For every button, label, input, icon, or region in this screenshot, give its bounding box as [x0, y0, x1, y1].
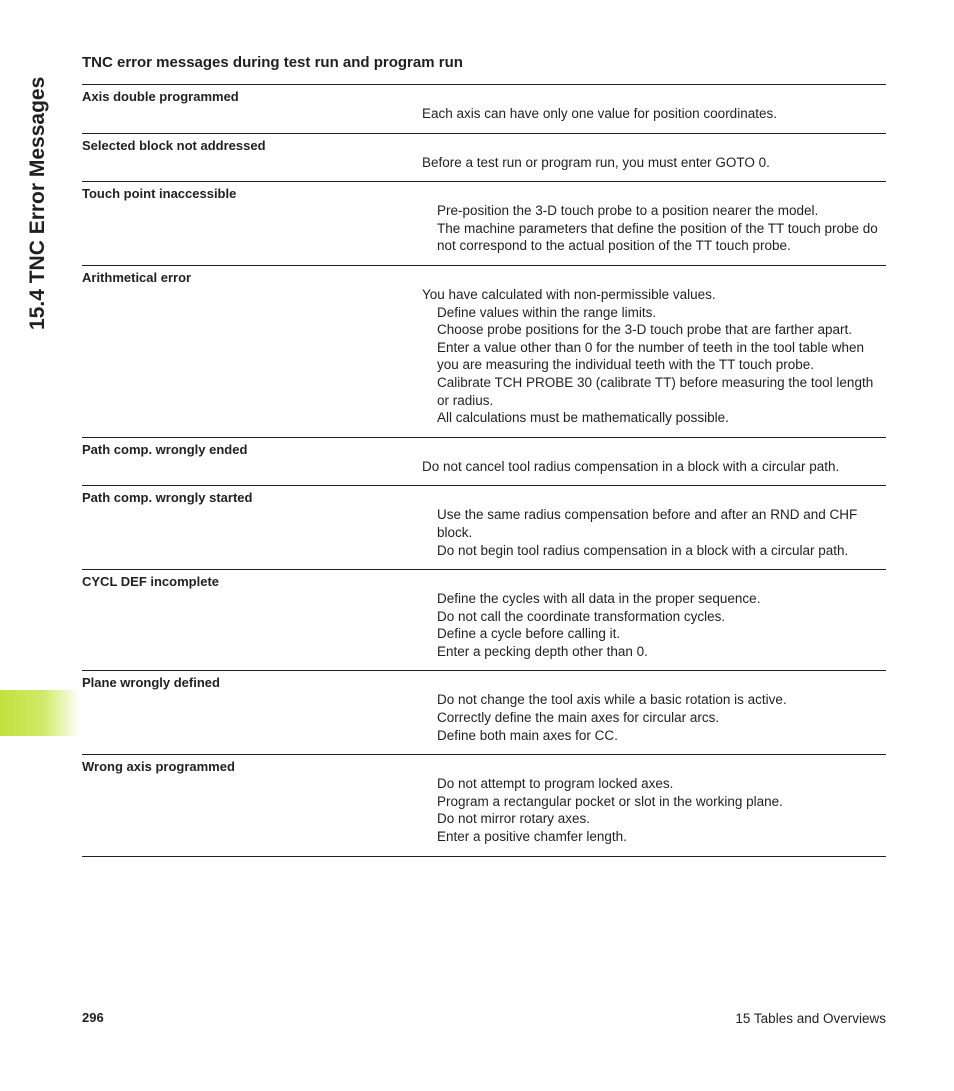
remedy-line: Correctly define the main axes for circular arcs. — [437, 710, 720, 726]
remedy-line: Do not call the coordinate transformation cycles. — [437, 608, 726, 624]
error-message-name: Axis double programmed — [82, 89, 239, 104]
error-message-name: Path comp. wrongly started — [82, 490, 253, 506]
remedy-line: Enter a value other than 0 for the number of teeth in the tool table when you are measuring the individual teeth with the TT touch probe. — [437, 339, 865, 373]
chapter-footer: 15 Tables and Overviews — [735, 1011, 886, 1026]
error-message-name: Selected block not addressed — [82, 137, 266, 153]
remedy-line: Do not begin tool radius compensation in a block with a circular path. — [437, 542, 849, 558]
error-remedy — [422, 590, 886, 660]
remedy-line: Do not attempt to program locked axes. — [437, 776, 674, 792]
error-row — [82, 671, 886, 755]
error-remedy — [422, 286, 886, 427]
error-row — [82, 570, 886, 671]
remedy-line: Use the same radius compensation before and after an RND and CHF block. — [437, 507, 858, 540]
remedy-line: Define a cycle before calling it. — [437, 626, 621, 642]
error-message-table — [82, 84, 886, 857]
error-row — [82, 85, 886, 134]
error-remedy — [422, 775, 886, 845]
error-row — [82, 134, 886, 183]
error-row — [82, 182, 886, 266]
error-message-name: CYCL DEF incomplete — [82, 574, 220, 590]
remedy-line: The machine parameters that define the position of the TT touch probe do not correspond to the actual position of the TT touch probe. — [437, 220, 878, 254]
error-remedy — [422, 691, 886, 744]
remedy-line: Do not change the tool axis while a basic rotation is active. — [437, 692, 787, 708]
remedy-line: Enter a pecking depth other than 0. — [437, 643, 648, 659]
remedy-line: Do not cancel tool radius compensation in a block with a circular path. — [422, 458, 840, 474]
error-message-name: Plane wrongly defined — [82, 675, 220, 691]
remedy-line: Choose probe positions for the 3-D touch probe that are farther apart. — [437, 322, 852, 338]
remedy-line: Program a rectangular pocket or slot in the working plane. — [437, 793, 783, 809]
remedy-line: Enter a positive chamfer length. — [437, 829, 627, 845]
chapter-section-title: 15.4 TNC Error Messages — [26, 76, 49, 330]
remedy-line: Do not mirror rotary axes. — [437, 811, 591, 827]
section-heading: TNC error messages during test run and program run — [82, 54, 463, 71]
error-remedy — [422, 458, 886, 476]
error-row — [82, 486, 886, 570]
page-number: 296 — [82, 1010, 104, 1025]
remedy-line: All calculations must be mathematically possible. — [437, 410, 729, 426]
error-remedy — [422, 154, 886, 172]
remedy-line: Define the cycles with all data in the proper sequence. — [437, 591, 761, 607]
remedy-line: Define values within the range limits. — [437, 304, 657, 320]
error-message-name: Arithmetical error — [82, 269, 192, 285]
remedy-line: Pre-position the 3-D touch probe to a position nearer the model. — [437, 203, 819, 219]
remedy-line: Define both main axes for CC. — [437, 727, 618, 743]
remedy-line: Calibrate TCH PROBE 30 (calibrate TT) before measuring the tool length or radius. — [437, 374, 874, 408]
error-row — [82, 266, 886, 438]
error-row — [82, 755, 886, 856]
error-message-name: Path comp. wrongly ended — [82, 441, 248, 457]
error-message-name: Touch point inaccessible — [82, 186, 237, 202]
error-row — [82, 438, 886, 487]
chapter-tab-marker — [0, 690, 80, 736]
remedy-line: You have calculated with non-permissible values. — [422, 286, 716, 302]
error-remedy — [422, 202, 886, 255]
remedy-line: Before a test run or program run, you must enter GOTO 0. — [422, 154, 770, 170]
error-remedy — [422, 506, 886, 559]
error-message-name: Wrong axis programmed — [82, 759, 235, 775]
error-remedy — [422, 105, 886, 123]
remedy-line: Each axis can have only one value for position coordinates. — [422, 106, 777, 121]
